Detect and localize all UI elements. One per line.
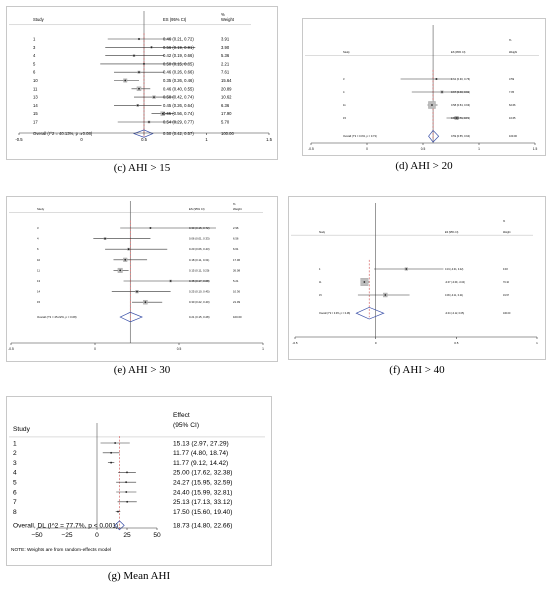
study-label: 15	[33, 111, 38, 117]
x-tick-label: 1	[205, 137, 208, 142]
study-label: 1	[33, 36, 36, 42]
x-tick-label: -0.5	[308, 147, 314, 151]
weight-text: 7.61	[221, 69, 230, 75]
x-tick-label: 50	[153, 532, 161, 539]
weight-text: 5.70	[221, 119, 230, 125]
header-weight: Weight	[503, 231, 511, 234]
weight-text: 2.21	[221, 61, 230, 67]
estimate-text: 0.46 (0.26, 0.66)	[163, 69, 194, 75]
overall-weight-text: 100.00	[221, 131, 234, 137]
study-label: 5	[33, 61, 36, 67]
estimate-text: 0.58 (0.54, 0.63)	[451, 103, 471, 107]
header-study: Study	[343, 51, 350, 54]
study-label: 11	[319, 280, 322, 284]
estimate-text: 25.13 (17.13, 33.12)	[173, 499, 233, 507]
estimate-text: 0.46 (0.40, 0.55)	[163, 86, 194, 92]
weight-text: 17.06	[233, 257, 240, 262]
study-label: 5	[13, 479, 17, 487]
panel-e	[6, 196, 278, 376]
point-estimate	[124, 259, 126, 261]
point-estimate	[126, 501, 128, 503]
forest-plot-ahi-20	[303, 19, 545, 155]
overall-estimate-text: -0.04 (-0.12, 0.05)	[445, 312, 465, 316]
header-effect: Effect	[173, 412, 190, 419]
forest-plot-ahi-40	[289, 197, 545, 359]
estimate-text: 0.06 (-0.11, 0.21)	[445, 293, 464, 297]
point-estimate	[405, 268, 407, 270]
point-estimate	[104, 238, 106, 240]
estimate-text: 11.77 (9.12, 14.42)	[173, 459, 229, 467]
overall-estimate-text: 0.21 (0.15, 0.28)	[189, 315, 210, 320]
x-tick-label: 0.5	[454, 341, 459, 345]
x-tick-label: 0	[94, 347, 96, 351]
weight-text: 26.08	[233, 268, 240, 273]
point-estimate	[137, 105, 139, 107]
point-estimate	[114, 442, 116, 444]
estimate-text: 0.58 (0.42, 0.74)	[163, 94, 194, 100]
weight-text: 17.90	[221, 111, 232, 117]
overall-estimate-text: 18.73 (14.80, 22.66)	[173, 522, 233, 530]
header-percent: %	[509, 39, 512, 42]
forest-plot-frame	[288, 196, 546, 360]
weight-text: 5.36	[221, 53, 230, 59]
study-label: 3	[33, 44, 36, 50]
estimate-text: 0.46 (0.21, 0.72)	[163, 36, 194, 42]
x-tick-label: 25	[123, 532, 131, 539]
overall-diamond	[120, 312, 142, 322]
point-estimate	[110, 462, 112, 464]
estimate-text: 0.67 (0.40, 0.91)	[451, 90, 471, 94]
x-tick-label: 1	[536, 341, 538, 345]
study-label: 6	[33, 69, 36, 75]
study-label: 10	[37, 257, 41, 262]
x-tick-label: 1.5	[266, 137, 272, 142]
x-tick-label: -0.5	[8, 347, 14, 351]
x-tick-label: 0.5	[420, 147, 426, 151]
header-es: ES (95% CI)	[163, 17, 187, 22]
estimate-text: 0.06 (0.01, 0.33)	[189, 236, 210, 241]
header-weight: Weight	[233, 207, 242, 211]
overall-label: Overall (I^2 = 0.0%, p = 0.48)	[319, 312, 351, 316]
estimate-text: 0.30 (0.22, 0.40)	[189, 300, 210, 305]
study-label: 10	[33, 77, 38, 83]
study-label: 2	[13, 450, 17, 458]
study-label: 11	[37, 268, 40, 273]
point-estimate	[151, 46, 153, 48]
header-weight: Weight	[221, 17, 234, 22]
weight-text: 62.66	[509, 103, 516, 107]
weight-text: 6.56	[233, 236, 239, 241]
point-estimate	[133, 55, 135, 57]
header-study: Study	[319, 231, 326, 234]
weight-text: 21.09	[233, 300, 240, 305]
header-study: Study	[37, 207, 45, 211]
estimate-text: 0.80 (0.71, 0.89)	[451, 116, 471, 120]
x-tick-label: −25	[61, 532, 73, 539]
point-estimate	[143, 63, 145, 65]
point-estimate	[126, 472, 128, 474]
point-estimate	[436, 78, 438, 80]
estimate-text: 0.19 (-0.01, 0.42)	[445, 267, 464, 271]
point-estimate	[125, 491, 127, 493]
weight-text: 9.93	[503, 267, 508, 271]
study-label: 1	[13, 440, 17, 448]
estimate-text: 0.50 (0.15, 0.85)	[163, 61, 194, 67]
forest-plot-frame	[6, 396, 272, 566]
estimate-text: 0.25 (0.10, 0.45)	[189, 289, 210, 294]
study-label: 17	[33, 119, 38, 125]
study-label: 11	[343, 103, 346, 107]
estimate-text: 0.33 (0.15, 0.72)	[189, 225, 210, 230]
estimate-text: 11.77 (4.80, 18.74)	[173, 450, 229, 458]
overall-weight-text: 100.00	[503, 312, 511, 316]
estimate-text: 0.45 (0.17, 0.68)	[189, 278, 210, 283]
x-tick-label: −50	[31, 532, 43, 539]
overall-weight-text: 100.00	[509, 135, 517, 139]
weight-text: 5.21	[233, 278, 239, 283]
point-estimate	[170, 280, 172, 282]
overall-label: Overall (I^2 = 40.13%, p = 0.08)	[33, 131, 93, 137]
estimate-text: 15.13 (2.97, 27.29)	[173, 440, 229, 448]
point-estimate	[431, 104, 433, 106]
estimate-text: 0.45 (0.26, 0.64)	[163, 102, 194, 108]
estimate-text: 0.20 (0.06, 0.43)	[189, 247, 210, 252]
forest-plot-frame	[6, 196, 278, 362]
weight-text: 7.05	[509, 90, 515, 94]
study-label: 8	[13, 508, 17, 516]
estimate-text: 0.18 (0.11, 0.31)	[189, 257, 210, 262]
study-label: 15	[319, 293, 322, 297]
panel-f	[288, 196, 546, 376]
overall-diamond	[429, 130, 439, 142]
point-estimate	[125, 481, 127, 483]
caption-f: (f) AHI > 40	[389, 364, 445, 376]
point-estimate	[148, 121, 150, 123]
point-estimate	[119, 270, 121, 272]
study-label: 3	[37, 225, 39, 230]
x-tick-label: 0	[95, 532, 99, 539]
study-label: 15	[37, 300, 41, 305]
header-percent: %	[221, 12, 225, 17]
estimate-text: 24.40 (15.99, 32.81)	[173, 489, 233, 497]
x-tick-label: -0.5	[15, 137, 23, 142]
weight-text: 15.64	[221, 77, 232, 83]
estimate-text: 0.15 (0.11, 0.20)	[189, 268, 210, 273]
header-percent: %	[233, 202, 236, 206]
study-label: 13	[37, 278, 41, 283]
weight-text: 16.65	[509, 116, 516, 120]
point-estimate	[110, 452, 112, 454]
header-ci: (95% CI)	[173, 422, 200, 429]
weight-text: 10.36	[233, 289, 240, 294]
caption-d: (d) AHI > 20	[395, 160, 453, 172]
overall-estimate-text: 0.50 (0.42, 0.57)	[163, 131, 194, 137]
point-estimate	[363, 281, 365, 283]
study-label: 13	[33, 94, 38, 100]
header-es: ES (95% CI)	[445, 231, 459, 234]
point-estimate	[153, 96, 155, 98]
overall-label: Overall (I^2 = 0.0%, p = 0.73)	[343, 135, 377, 139]
estimate-text: 17.50 (15.60, 19.40)	[173, 508, 233, 516]
study-label: 4	[37, 236, 39, 241]
overall-weight-text: 100.00	[233, 315, 242, 320]
overall-label: Overall (I^2 = 45.22%, p = 0.08)	[37, 315, 77, 320]
header-study: Study	[13, 426, 30, 433]
weight-text: 3.91	[221, 36, 230, 42]
study-label: 4	[13, 469, 17, 477]
study-label: 4	[319, 267, 321, 271]
estimate-text: 0.42 (0.19, 0.66)	[163, 53, 194, 59]
study-label: 15	[343, 116, 346, 120]
point-estimate	[441, 91, 443, 93]
overall-label: Overall, DL (I^2 = 77.7%, p < 0.001)	[13, 522, 119, 530]
point-estimate	[138, 71, 140, 73]
caption-c: (c) AHI > 15	[113, 162, 171, 174]
overall-diamond	[356, 307, 383, 319]
x-tick-label: 0.5	[176, 347, 182, 351]
forest-plot-frame	[6, 6, 278, 160]
point-estimate	[145, 301, 147, 303]
overall-estimate-text: 0.59 (0.55, 0.64)	[451, 135, 471, 139]
study-label: 14	[37, 289, 41, 294]
weight-text: 20.89	[221, 86, 232, 92]
estimate-text: 24.27 (15.95, 32.59)	[173, 479, 233, 487]
header-es: ES (95% CI)	[189, 207, 205, 211]
weight-text: 6.61	[233, 247, 239, 252]
x-tick-label: 1.5	[532, 147, 538, 151]
forest-plot-frame	[302, 18, 546, 156]
x-tick-label: 1	[262, 347, 264, 351]
forest-plot-ahi-15	[7, 7, 277, 159]
estimate-text: 25.00 (17.62, 32.38)	[173, 469, 233, 477]
panel-c	[6, 6, 278, 174]
point-estimate	[117, 511, 119, 513]
caption-e: (e) AHI > 30	[113, 364, 171, 376]
x-tick-label: 0	[80, 137, 83, 142]
forest-plot-ahi-30	[7, 197, 277, 361]
estimate-text: 0.35 (0.26, 0.46)	[163, 77, 194, 83]
point-estimate	[138, 88, 140, 90]
study-label: 14	[33, 102, 38, 108]
header-percent: %	[503, 220, 506, 223]
study-label: 6	[37, 247, 39, 252]
x-tick-label: -0.5	[292, 341, 298, 345]
point-estimate	[128, 248, 130, 250]
caption-g: (g) Mean AHI	[107, 570, 171, 582]
study-label: 11	[33, 86, 38, 92]
weight-text: 6.36	[221, 102, 230, 108]
header-study: Study	[33, 17, 44, 22]
panel-d	[302, 18, 546, 174]
point-estimate	[124, 80, 126, 82]
study-label: 4	[343, 90, 345, 94]
point-estimate	[138, 38, 140, 40]
point-estimate	[384, 294, 386, 296]
study-label: 6	[13, 489, 17, 497]
weight-text: 3.59	[509, 77, 515, 81]
study-label: 4	[33, 53, 36, 59]
point-estimate	[150, 227, 152, 229]
panel-g	[6, 396, 278, 588]
weight-text: 19.97	[503, 293, 509, 297]
estimate-text: 0.65 (0.56, 0.74)	[163, 111, 194, 117]
footnote: NOTE: Weights are from random-effects model	[11, 548, 112, 553]
x-tick-label: 1	[478, 147, 480, 151]
weight-text: 3.90	[221, 44, 230, 50]
header-weight: Weight	[509, 51, 518, 54]
estimate-text: 0.56 (0.19, 0.91)	[163, 44, 194, 50]
estimate-text: -0.07 (-0.09, -0.04)	[445, 280, 465, 284]
study-label: 7	[13, 499, 17, 507]
weight-text: 70.10	[503, 280, 509, 284]
x-tick-label: 0.5	[141, 137, 147, 142]
forest-plot-mean-ahi	[7, 397, 271, 565]
estimate-text: 0.54 (0.29, 0.77)	[163, 119, 194, 125]
x-tick-label: 0	[374, 341, 377, 345]
point-estimate	[136, 291, 138, 293]
weight-text: 10.62	[221, 94, 232, 100]
weight-text: 2.96	[233, 225, 239, 230]
study-label: 3	[343, 77, 345, 81]
header-es: ES (95% CI)	[451, 51, 466, 54]
study-label: 3	[13, 459, 17, 467]
estimate-text: 0.62 (0.30, 0.76)	[451, 77, 471, 81]
x-tick-label: 0	[366, 147, 368, 151]
